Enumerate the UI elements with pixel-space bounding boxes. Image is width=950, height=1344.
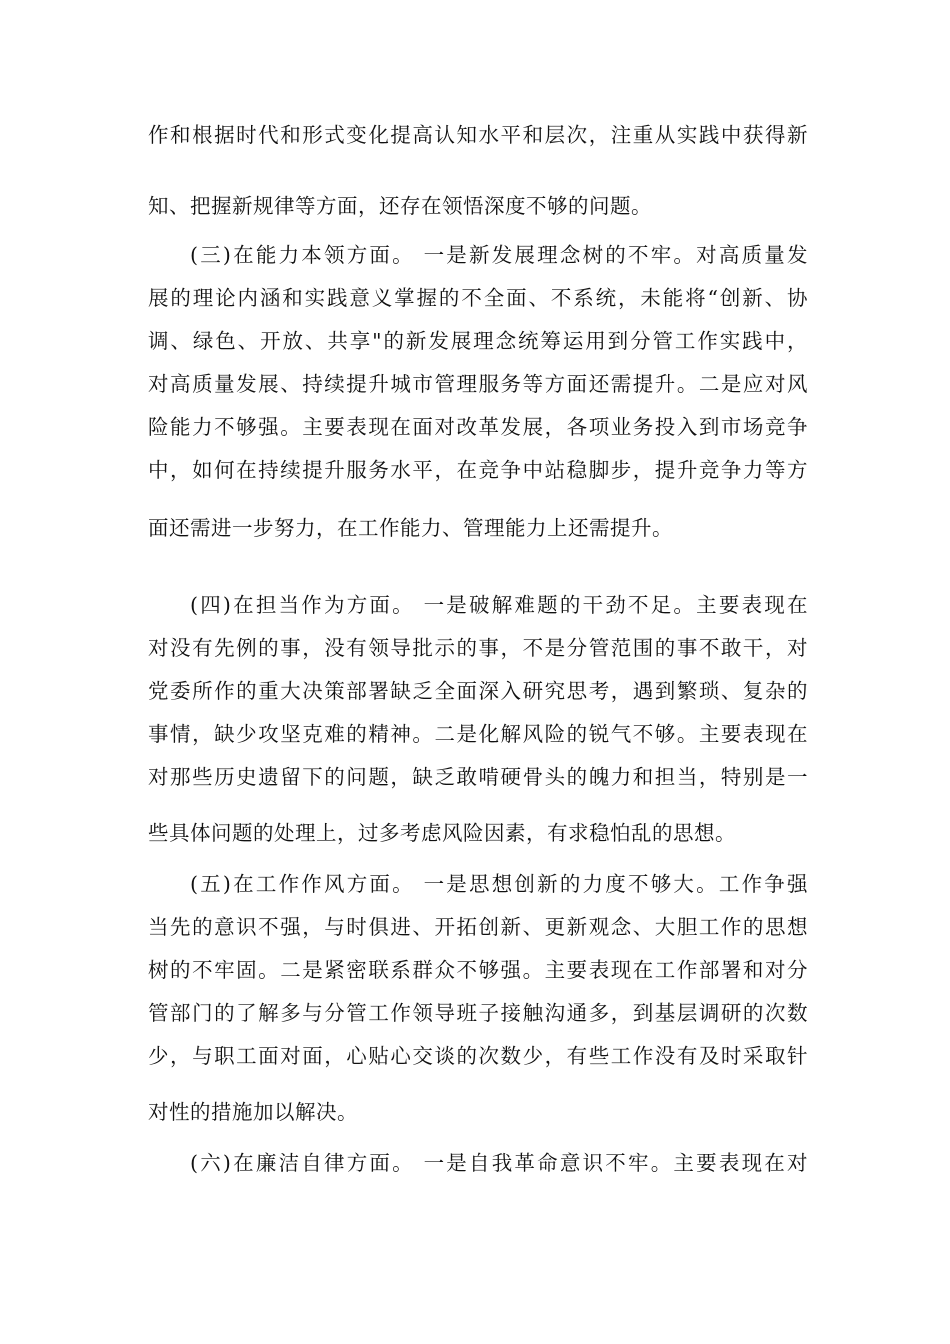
text-line: 展的理论内涵和实践意义掌握的不全面、不系统，未能将“创新、协	[148, 286, 808, 310]
text-line: 调、绿色、开放、共享"的新发展理念统筹运用到分管工作实践中，	[148, 329, 808, 353]
text-line: 知、把握新规律等方面，还存在领悟深度不够的问题。	[148, 194, 652, 218]
text-line: 树的不牢固。二是紧密联系群众不够强。主要表现在工作部署和对分	[148, 958, 808, 982]
text-line: 事情，缺少攻坚克难的精神。二是化解风险的锐气不够。主要表现在	[148, 722, 808, 746]
text-line: 对没有先例的事，没有领导批示的事，不是分管范围的事不敢干，对	[148, 636, 808, 660]
text-line: 险能力不够强。主要表现在面对改革发展，各项业务投入到市场竞争	[148, 415, 808, 439]
section-heading-line: (六)在廉洁自律方面。 一是自我革命意识不牢。主要表现在对	[190, 1151, 808, 1175]
section-heading-line: (五)在工作作风方面。 一是思想创新的力度不够大。工作争强	[190, 872, 808, 896]
text-line: 对性的措施加以解决。	[148, 1100, 358, 1124]
text-line: 少，与职工面对面，心贴心交谈的次数少，有些工作没有及时采取针	[148, 1044, 808, 1068]
text-line: 对高质量发展、持续提升城市管理服务等方面还需提升。二是应对风	[148, 372, 808, 396]
section-heading-line: (四)在担当作为方面。 一是破解难题的干劲不足。主要表现在	[190, 593, 808, 617]
text-line: 些具体问题的处理上，过多考虑风险因素，有求稳怕乱的思想。	[148, 821, 736, 845]
text-line: 对那些历史遗留下的问题，缺乏敢啃硬骨头的魄力和担当，特别是一	[148, 765, 808, 789]
text-line: 当先的意识不强，与时俱进、开拓创新、更新观念、大胆工作的思想	[148, 915, 808, 939]
text-line: 面还需进一步努力，在工作能力、管理能力上还需提升。	[148, 516, 673, 540]
text-line: 管部门的了解多与分管工作领导班子接触沟通多，到基层调研的次数	[148, 1001, 808, 1025]
text-line: 作和根据时代和形式变化提高认知水平和层次，注重从实践中获得新	[148, 123, 808, 147]
text-line: 中，如何在持续提升服务水平，在竞争中站稳脚步，提升竞争力等方	[148, 458, 808, 482]
text-line: 党委所作的重大决策部署缺乏全面深入研究思考，遇到繁琐、复杂的	[148, 679, 808, 703]
section-heading-line: (三)在能力本领方面。 一是新发展理念树的不牢。对高质量发	[190, 243, 808, 267]
